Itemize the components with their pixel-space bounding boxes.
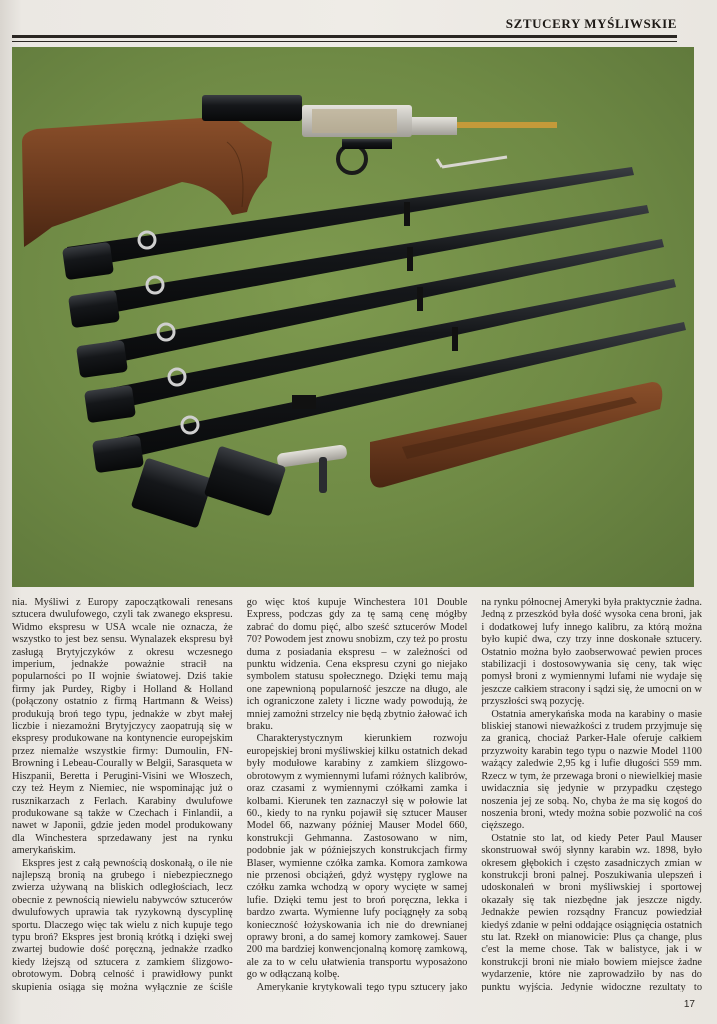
paragraph: Ostatnia amerykańska moda na karabiny o masie bliskiej stanowi nieważkości z trudem przyjmuje się za granicą, chociaż Parker-Hale oferuje całkiem przyzwoity karabin tego typu o nazwie Model 1100 ważący zaledwie 2,95 kg i lufie długości 559 mm. Rzecz w tym, że przewaga broni o niewielkiej masie uwidacznia się jedynie w przypadku częstego noszenia jej ze sobą. No, chyba że ma się kogoś do noszenia broni, wtedy można sobie pozwolić na coś cięższego.	[481, 708, 703, 832]
text-column-2	[247, 597, 468, 992]
section-title: SZTUCERY MYŚLIWSKIE	[505, 16, 677, 31]
rifle-illustration	[12, 47, 694, 587]
text-column-1	[12, 597, 233, 992]
rifle-forend	[370, 382, 662, 488]
header-rule	[12, 41, 677, 42]
page-number: 17	[683, 999, 695, 1010]
paragraph: go więc ktoś kupuje Winchestera 101 Double Express, podczas gdy za tę samą cenę mógłby zabrać do domu pięć, albo sześć sztucerów Model 70? Powodem jest znowu snobizm, czy też po prostu duma z posiadania ekspresu – w zależności od punktu widzenia. Cena ekspresu czyni go niejako symbolem statusu społecznego. Dzięki temu mają one zapewnioną popularność jeszcze na długo, ale ich ograniczone zalety i liczne wady powodują, że mniej zamożni strzelcy nie będą zbytnio żałować ich braku.	[246, 597, 468, 733]
page-header	[12, 14, 677, 38]
magazines	[131, 445, 287, 528]
paragraph: Ostatnie sto lat, od kiedy Peter Paul Mauser skonstruował swój słynny karabin wz. 1898, było okresem głębokich i często zasadniczych zmian w konstrukcji broni palnej. Poszukiwania ulepszeń i udoskonaleń w broni myśliwskiej i sportowej okazały się tak niezbędne jak jeszcze nigdy. Jednakże pewien rozsądny Francuz powiedział kiedyś zdanie w pełni oddające osiągnięcia ostatnich stu lat. Rzekł on mianowicie: Plus ça change, plus c'est la meme chose. Tak w balistyce, jak i w konstrukcji broni nie miało bowiem miejsce żadne wydarzenie, które nie zaprowadziło by nas do punktu wyjścia. Jedynie widoczne rezultaty to	[481, 832, 703, 992]
paragraph: na rynku północnej Ameryki była praktycznie żadna. Jedną z przeszkód była dość wysoka cena broni, jak i dodatkowej lufy innego kalibru, za którą można było kupić dwa, czy trzy inne doskonałe sztucery. Ostatnio można było zaobserwować pewien proces stabilizacji i dostosowywania się ceny, tak więc pomysł broni z wymiennymi lufami nie wydaje się jeszcze całkiem stracony i sądzi się, że umocni on w przyszłości swą pozycję.	[481, 597, 703, 708]
article-body	[12, 597, 702, 992]
allen-key	[437, 157, 507, 167]
text-column-3	[481, 597, 702, 992]
rifle-photo	[12, 47, 694, 587]
paragraph: Charakterystycznym kierunkiem rozwoju europejskiej broni myśliwskiej kilku ostatnich dekad były modułowe karabiny z zamkiem ślizgowo-obrotowym z wymiennymi lufami różnych kalibrów, oraz czasami z wymiennymi czółkami zamka i kolbami. Kierunek ten zaznaczył się w połowie lat 60., kiedy to na rynku pojawił się sztucer Mauser Model 66, nazwany później Mauser Model 660, konstrukcji Gehmanna. Zastosowano w nim, podobnie jak w późniejszych konstrukcjach firmy Blaser, wymienne czółka zamka. Komora zamkowa nie przenosi obciążeń, gdyż występy ryglowe na czółku zamka wchodzą w opory wycięte w samej lufie. Dzięki temu jest to broń poręczna, lekka i bardzo zwarta. Wymienne lufy pociągnęły za sobą konieczność łożyskowania ich nie do drewnianej oprawy broni, a do samej komory zamkowej. Sauer 200 ma bardziej konwencjonalną komorę zamkową, ale za to w celu ułatwienia transportu wyposażono go w odłączaną kolbę.	[246, 733, 468, 981]
rifle-bolt	[276, 444, 347, 493]
paragraph: Amerykanie krytykowali tego typu sztucery jako	[256, 981, 468, 992]
paragraph: nia. Myśliwi z Europy zapoczątkowali renesans sztucera dwulufowego, czyli tak zwanego ekspresu. Widmo ekspresu w USA wcale nie oznacza, że wszystko to jest bez sensu. Wynalazek ekspresu był zasługą Brytyjczyków z okresu wczesnego imperium, jednakże poważnie stracił na popularności po II wojnie światowej. Dziś takie firmy jak Purdey, Rigby i Holland & Holland (połączony ostatnio z firmą Hartmann & Weiss) produkują broń tego typu, jednakże w zbyt małej liczbie i niezamożni Brytyjczycy zaopatrują się w ekspresy produkowane na kontynencie europejskim przez niemalże wszystkie firmy: Dumoulin, FN-Browning i Lebeau-Courally w Belgii, Sarasqueta w Hiszpanii, Beretta i Perugini-Visini we Włoszech, czy też Heym z Niemiec, nie wspominając już o rusznikarzach z Ferlach. Karabiny dwulufowe produkowane są także w Czechach i Finlandii, a nawet w Japonii, gdzie jeden model produkowany dla Winchestera sprzedawany jest na rynku amerykańskim.	[12, 597, 233, 857]
paragraph: Ekspres jest z całą pewnością doskonałą, o ile nie najlepszą bronią na grubego i niebezpiecznego zwierza używaną na bliskich odległościach, lecz obecnie z pewnością niewielu nabywców sztucerów dwulufowych uprawia tak ryzykowną dyscyplinę sportu. Dlaczego więc tak wielu z nich kupuje tego typu broń? Ekspres jest bronią krótką i dzięki swej zwartej budowie dość poręczną, jednakże rzadko kiedy lżejszą od sztucera z zamkiem ślizgowo-obrotowym. Dobrą celność i prawidłowy punkt skupienia osiąga się można wyłącznie ze ściśle	[12, 857, 233, 992]
